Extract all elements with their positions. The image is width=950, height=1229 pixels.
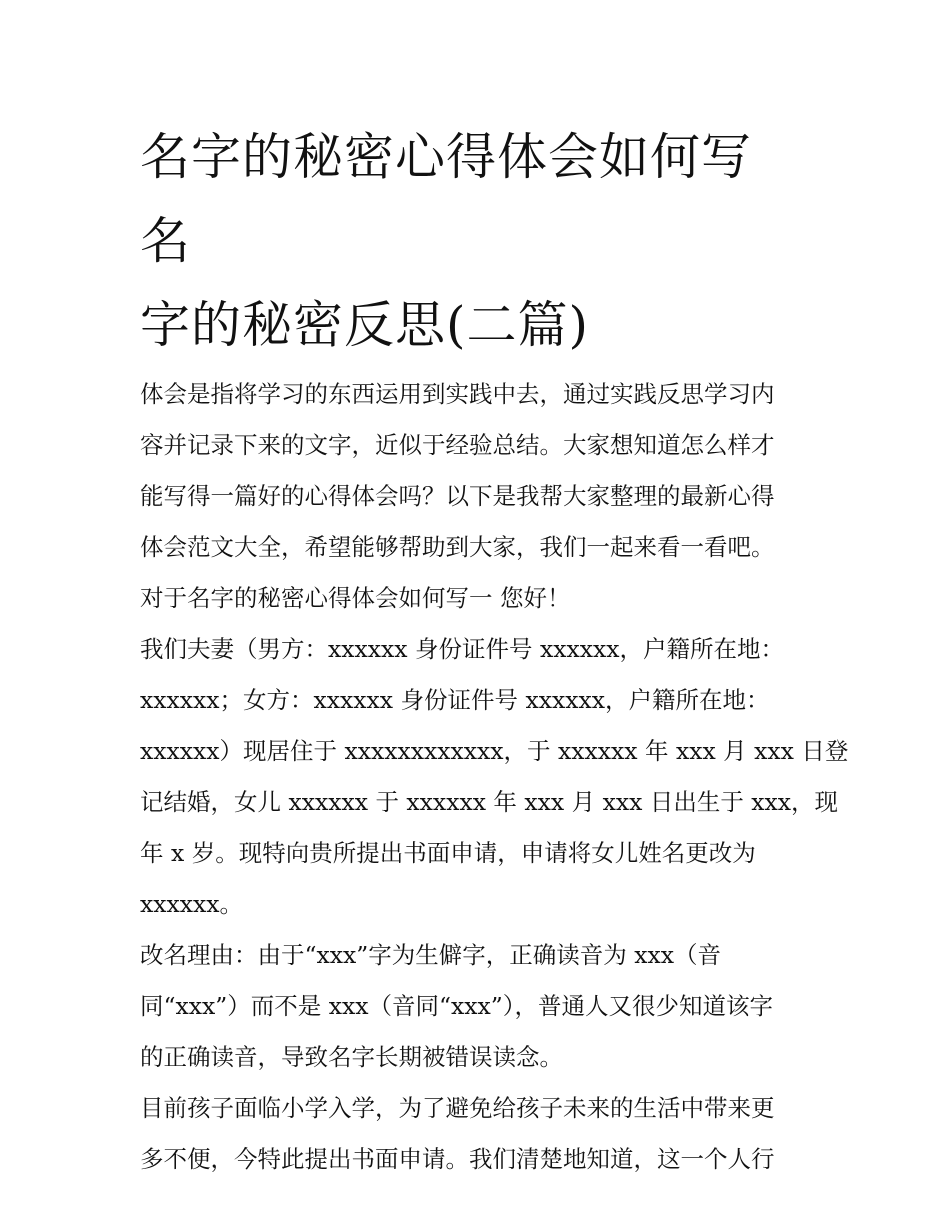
body-line: 的正确读音，导致名字长期被错误读念。 <box>140 1043 563 1071</box>
title-line: 名字的秘密心得体会如何写 名 <box>140 128 752 270</box>
body-line: xxxxxx；女方：xxxxxx 身份证件号 xxxxxx，户籍所在地： <box>140 686 770 714</box>
body-line: 能写得一篇好的心得体会吗？以下是我帮大家整理的最新心得 <box>140 482 775 510</box>
body-line: 同“xxx”）而不是 xxx（音同“xxx”），普通人又很少知道该字 <box>140 992 774 1020</box>
document-body <box>140 369 849 1185</box>
body-line: 体会范文大全，希望能够帮助到大家，我们一起来看一看吧。 <box>140 533 775 561</box>
body-line: 记结婚，女儿 xxxxxx 于 xxxxxx 年 xxx 月 xxx 日出生于 xxx，现 <box>140 788 839 816</box>
body-line: 多不便，今特此提出书面申请。我们清楚地知道，这一个人行 <box>140 1145 775 1173</box>
body-line: 目前孩子面临小学入学，为了避免给孩子未来的生活中带来更 <box>140 1094 775 1122</box>
body-line: 对于名字的秘密心得体会如何写一 您好！ <box>140 584 571 612</box>
document-page <box>140 115 849 1185</box>
title-line: 字的秘密反思(二篇) <box>140 296 590 354</box>
body-line: 体会是指将学习的东西运用到实践中去，通过实践反思学习内 <box>140 380 775 408</box>
body-line: xxxxxx）现居住于 xxxxxxxxxxxx，于 xxxxxx 年 xxx 月 xxx 日登 <box>140 737 849 765</box>
body-line: 改名理由：由于“xxx”字为生僻字，正确读音为 xxx（音 <box>140 941 722 969</box>
body-line: 年 x 岁。现特向贵所提出书面申请，申请将女儿姓名更改为 <box>140 839 756 867</box>
body-line: 我们夫妻（男方：xxxxxx 身份证件号 xxxxxx，户籍所在地： <box>140 635 784 663</box>
body-line: 容并记录下来的文字，近似于经验总结。大家想知道怎么样才 <box>140 431 775 459</box>
body-line: xxxxxx。 <box>140 890 244 918</box>
document-title <box>140 115 812 367</box>
